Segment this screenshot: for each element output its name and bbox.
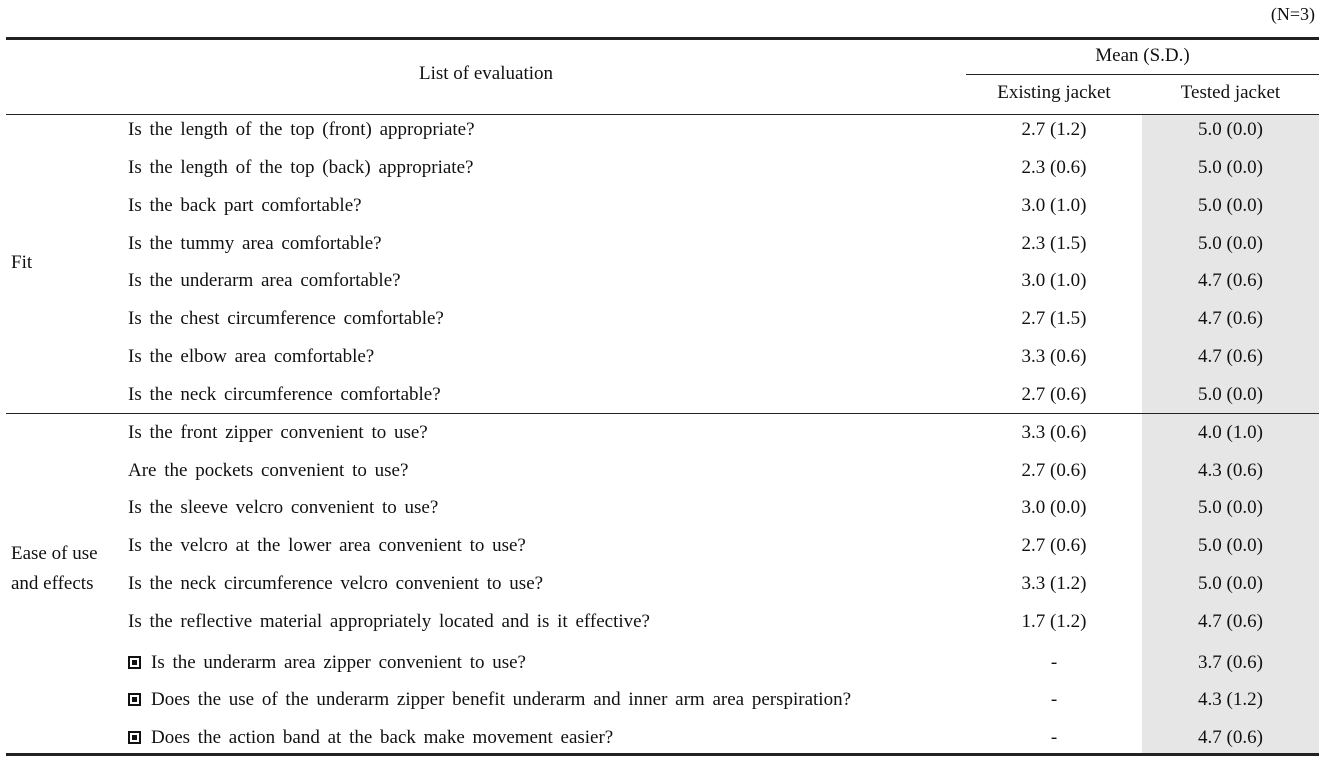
existing-jacket-value: 2.3 (1.5) xyxy=(1021,233,1087,254)
evaluation-item xyxy=(128,346,374,368)
table-row xyxy=(0,566,1325,604)
tested-jacket-value: 4.7 (0.6) xyxy=(1198,346,1263,367)
list-of-evaluation-header: List of evaluation xyxy=(418,63,554,84)
evaluation-item-text: Is the length of the top (back) appropriate? xyxy=(128,157,474,178)
evaluation-item-text: Does the action band at the back make movement easier? xyxy=(151,727,614,748)
evaluation-item-text: Is the sleeve velcro convenient to use? xyxy=(128,497,439,518)
evaluation-item xyxy=(128,195,362,217)
existing-jacket-value: 2.7 (1.2) xyxy=(1021,119,1087,140)
evaluation-item-text: Is the tummy area comfortable? xyxy=(128,233,382,254)
table-row xyxy=(0,112,1325,150)
existing-jacket-value: - xyxy=(1050,689,1058,710)
evaluation-item xyxy=(128,270,401,292)
evaluation-item-text: Is the length of the top (front) appropriate? xyxy=(128,119,475,140)
evaluation-item xyxy=(128,384,441,406)
evaluation-item-text: Is the chest circumference comfortable? xyxy=(128,308,444,329)
existing-jacket-value: 2.7 (0.6) xyxy=(1021,460,1087,481)
table-row xyxy=(0,720,1325,758)
existing-jacket-header: Existing jacket xyxy=(997,82,1111,103)
tested-jacket-value: 5.0 (0.0) xyxy=(1198,497,1263,518)
tested-jacket-value: 4.3 (1.2) xyxy=(1198,689,1263,710)
evaluation-item xyxy=(128,497,438,519)
existing-jacket-value: - xyxy=(1050,652,1058,673)
evaluation-item xyxy=(128,422,428,444)
evaluation-item-text: Are the pockets convenient to use? xyxy=(128,460,409,481)
new-item-marker-icon xyxy=(128,693,141,706)
evaluation-item xyxy=(128,652,526,674)
evaluation-item xyxy=(128,573,543,595)
evaluation-item-text: Is the back part comfortable? xyxy=(128,195,362,216)
table-row xyxy=(0,339,1325,377)
table-row xyxy=(0,263,1325,301)
table-row xyxy=(0,528,1325,566)
existing-jacket-value: 3.0 (0.0) xyxy=(1021,497,1087,518)
evaluation-item-text: Is the velcro at the lower area convenient to use? xyxy=(128,535,526,556)
evaluation-item-text: Does the use of the underarm zipper benefit underarm and inner arm area perspiration? xyxy=(151,689,852,710)
table-row xyxy=(0,604,1325,642)
top-rule xyxy=(6,37,1319,40)
table-row xyxy=(0,188,1325,226)
category-fit: Fit xyxy=(11,252,33,273)
tested-jacket-value: 4.0 (1.0) xyxy=(1198,422,1263,443)
tested-jacket-value: 4.7 (0.6) xyxy=(1198,270,1263,291)
evaluation-item xyxy=(128,535,526,557)
evaluation-item-text: Is the reflective material appropriately located and is it effective? xyxy=(128,611,650,632)
evaluation-item xyxy=(128,119,475,141)
tested-jacket-value: 5.0 (0.0) xyxy=(1198,157,1263,178)
table-row xyxy=(0,150,1325,188)
tested-jacket-value: 5.0 (0.0) xyxy=(1198,119,1263,140)
existing-jacket-value: 3.3 (1.2) xyxy=(1021,573,1087,594)
evaluation-item xyxy=(128,611,650,633)
existing-jacket-value: 2.7 (0.6) xyxy=(1021,535,1087,556)
existing-jacket-value: 3.0 (1.0) xyxy=(1021,195,1087,216)
new-item-marker-icon xyxy=(128,731,141,744)
table-row xyxy=(0,301,1325,339)
existing-jacket-value: 2.7 (1.5) xyxy=(1021,308,1087,329)
tested-jacket-value: 4.3 (0.6) xyxy=(1198,460,1263,481)
tested-jacket-value: 5.0 (0.0) xyxy=(1198,233,1263,254)
tested-jacket-value: 5.0 (0.0) xyxy=(1198,573,1263,594)
table-row xyxy=(0,645,1325,683)
mean-sd-header: Mean (S.D.) xyxy=(1095,45,1190,66)
tested-jacket-value: 5.0 (0.0) xyxy=(1198,384,1263,405)
evaluation-item-text: Is the underarm area comfortable? xyxy=(128,270,401,291)
tested-jacket-value: 4.7 (0.6) xyxy=(1198,611,1263,632)
evaluation-item-text: Is the elbow area comfortable? xyxy=(128,346,375,367)
tested-jacket-value: 4.7 (0.6) xyxy=(1198,308,1263,329)
evaluation-item xyxy=(128,157,473,179)
tested-jacket-value: 5.0 (0.0) xyxy=(1198,195,1263,216)
tested-jacket-header: Tested jacket xyxy=(1180,82,1281,103)
mean-sub-rule xyxy=(966,74,1319,75)
table-row xyxy=(0,377,1325,415)
table-row xyxy=(0,415,1325,453)
evaluation-item-text: Is the front zipper convenient to use? xyxy=(128,422,428,443)
sample-size-note: (N=3) xyxy=(1270,4,1315,24)
existing-jacket-value: 3.3 (0.6) xyxy=(1021,346,1087,367)
table-row xyxy=(0,682,1325,720)
tested-jacket-value: 5.0 (0.0) xyxy=(1198,535,1263,556)
tested-jacket-value: 3.7 (0.6) xyxy=(1198,652,1263,673)
category-ease-of-use: Ease of use and effects xyxy=(11,543,98,594)
evaluation-item xyxy=(128,460,408,482)
tested-jacket-value: 4.7 (0.6) xyxy=(1198,727,1263,748)
evaluation-item xyxy=(128,727,613,749)
evaluation-item-text: Is the underarm area zipper convenient to use? xyxy=(151,652,526,673)
evaluation-item-text: Is the neck circumference velcro convenient to use? xyxy=(128,573,544,594)
existing-jacket-value: 2.7 (0.6) xyxy=(1021,384,1087,405)
evaluation-item xyxy=(128,308,444,330)
table-row xyxy=(0,453,1325,491)
existing-jacket-value: 2.3 (0.6) xyxy=(1021,157,1087,178)
new-item-marker-icon xyxy=(128,656,141,669)
existing-jacket-value: - xyxy=(1050,727,1058,748)
table-row xyxy=(0,226,1325,264)
existing-jacket-value: 3.3 (0.6) xyxy=(1021,422,1087,443)
evaluation-item-text: Is the neck circumference comfortable? xyxy=(128,384,441,405)
evaluation-item xyxy=(128,233,382,255)
table-row xyxy=(0,490,1325,528)
evaluation-item xyxy=(128,689,851,711)
existing-jacket-value: 3.0 (1.0) xyxy=(1021,270,1087,291)
existing-jacket-value: 1.7 (1.2) xyxy=(1021,611,1087,632)
